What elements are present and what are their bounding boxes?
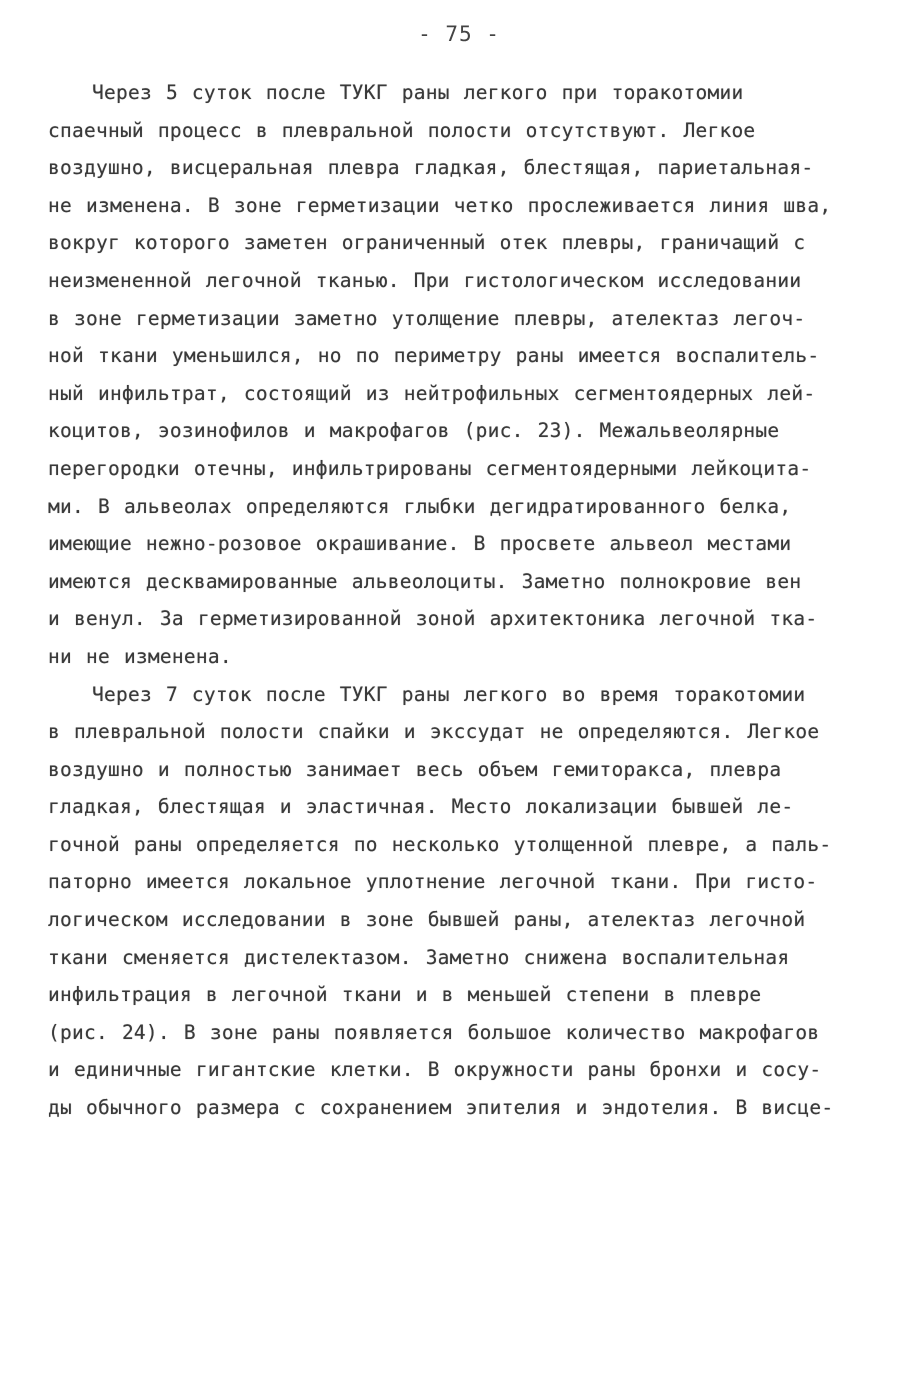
text-line: перегородки отечны, инфильтрированы сегментоядерными лейкоцита- — [48, 456, 812, 480]
text-line: коцитов, эозинофилов и макрофагов (рис. 23). Межальвеолярные — [48, 419, 780, 443]
text-line: воздушно и полностью занимает весь объем гемиторакса, плевра — [48, 757, 782, 781]
text-line: ми. В альвеолах определяются глыбки дегидратированного белка, — [48, 494, 792, 518]
paragraph-1 — [48, 74, 870, 676]
text-line: вокруг которого заметен ограниченный отек плевры, граничащий с — [48, 231, 806, 255]
text-line: паторно имеется локальное уплотнение легочной ткани. При гисто- — [48, 870, 818, 894]
text-line: Через 7 суток после ТУКГ раны легкого во время торакотомии — [92, 682, 806, 706]
text-line: гладкая, блестящая и эластичная. Место локализации бывшей ле- — [48, 795, 794, 819]
text-line: неизмененной легочной тканью. При гистологическом исследовании — [48, 268, 802, 292]
text-line: имеются десквамированные альвеолоциты. Заметно полнокровие вен — [48, 569, 802, 593]
text-line: инфильтрация в легочной ткани и в меньшей степени в плевре — [48, 983, 762, 1007]
body-text — [48, 74, 870, 1127]
text-line: воздушно, висцеральная плевра гладкая, блестящая, париетальная- — [48, 156, 814, 180]
text-line: в зоне герметизации заметно утолщение плевры, ателектаз легоч- — [48, 306, 806, 330]
text-line: логическом исследовании в зоне бывшей раны, ателектаз легочной — [48, 908, 806, 932]
text-line: в плевральной полости спайки и экссудат не определяются. Легкое — [48, 720, 820, 744]
text-line: ный инфильтрат, состоящий из нейтрофильных сегментоядерных лей- — [48, 381, 816, 405]
text-line: и венул. За герметизированной зоной архитектоника легочной тка- — [48, 607, 818, 631]
text-line: не изменена. В зоне герметизации четко прослеживается линия шва, — [48, 193, 832, 217]
text-line: Через 5 суток после ТУКГ раны легкого при торакотомии — [92, 81, 744, 104]
text-line: (рис. 24). В зоне раны появляется большое количество макрофагов — [48, 1020, 820, 1044]
text-line: ткани сменяется дистелектазом. Заметно снижена воспалительная — [48, 945, 790, 969]
paragraph-2 — [48, 676, 870, 1127]
text-line: имеющие нежно-розовое окрашивание. В просвете альвеол местами — [48, 532, 792, 556]
text-line: ни не изменена. — [48, 644, 232, 668]
text-line: ды обычного размера с сохранением эпителия и эндотелия. В висце- — [48, 1096, 834, 1120]
text-line: спаечный процесс в плевральной полости отсутствуют. Легкое — [48, 118, 756, 142]
text-line: гочной раны определяется по несколько утолщенной плевре, а паль- — [48, 832, 832, 856]
text-line: и единичные гигантские клетки. В окружности раны бронхи и сосу- — [48, 1058, 822, 1082]
page-number: - 75 - — [418, 22, 500, 46]
text-line: ной ткани уменьшился, но по периметру раны имеется воспалитель- — [48, 344, 820, 368]
